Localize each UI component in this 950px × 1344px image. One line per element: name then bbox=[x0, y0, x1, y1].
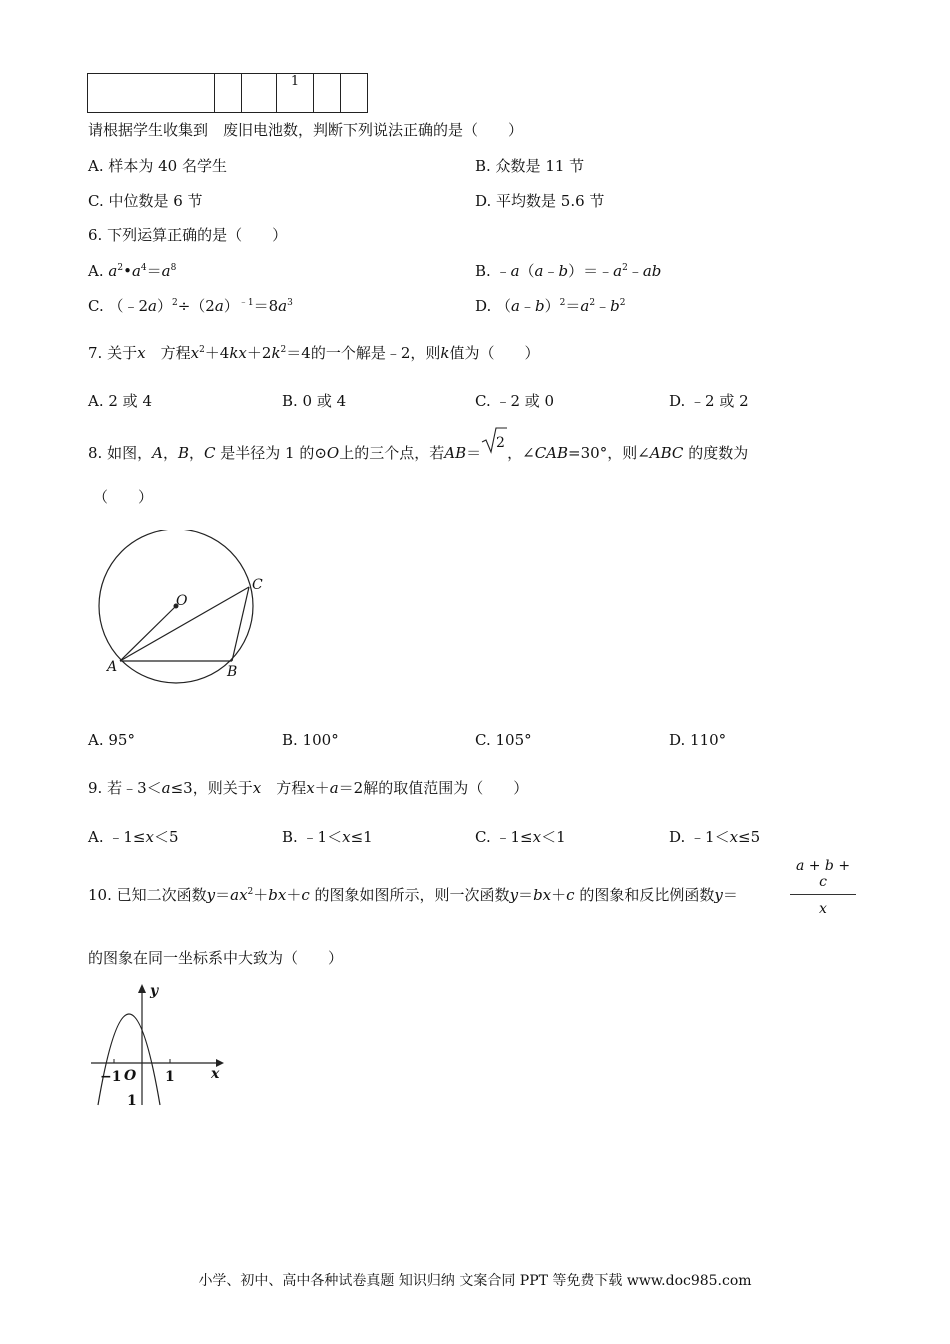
table-cell bbox=[242, 74, 277, 113]
label-neg1: −1 bbox=[100, 1069, 122, 1085]
question-stem-continued: 的图象在同一坐标系中大致为（ ） bbox=[88, 949, 344, 967]
page-footer: 小学、初中、高中各种试卷真题 知识归纳 文案合同 PPT 等免费下载 www.doc985.com bbox=[198, 1273, 752, 1289]
table-cell bbox=[215, 74, 242, 113]
table-cell bbox=[314, 74, 341, 113]
answer-paren: （ ） bbox=[93, 488, 154, 506]
table-cell bbox=[88, 74, 215, 113]
question-stem: 6. 下列运算正确的是（ ） bbox=[88, 226, 288, 244]
option-c: C. ﹣1≤x＜1 bbox=[475, 828, 566, 846]
label-a: A bbox=[107, 659, 118, 675]
question-stem: 8. 如图，A，B，C 是半径为 1 的⊙O上的三个点，若AB＝ 2 ，∠CAB=30°，则∠ABC 的度数为 bbox=[88, 438, 748, 463]
label-c: C bbox=[252, 577, 263, 593]
label-one: 1 bbox=[127, 1093, 137, 1109]
question-stem: 7. 关于x 方程$x^2+4kx+2k^2=4$的一个解是﹣2，则k值为（ ） bbox=[88, 344, 540, 362]
label-o: O bbox=[176, 593, 188, 609]
table-row bbox=[88, 74, 368, 113]
option-d: D. ﹣2 或 2 bbox=[669, 392, 749, 410]
question-intro: 请根据学生收集到 废旧电池数，判断下列说法正确的是（ ） bbox=[88, 121, 524, 139]
option-d: D. 110° bbox=[669, 731, 727, 749]
option-b: B. 0 或 4 bbox=[282, 392, 347, 410]
option-b: B. ﹣1＜x≤1 bbox=[282, 828, 373, 846]
option-c: C. 105° bbox=[475, 731, 532, 749]
question-stem: 9. 若﹣3＜a≤3，则关于x 方程x＋a＝2解的取值范围为（ ） bbox=[88, 779, 529, 797]
option-a: A. 样本为 40 名学生 bbox=[88, 157, 227, 175]
option-a: A. ﹣1≤x＜5 bbox=[88, 828, 179, 846]
option-b: B. 100° bbox=[282, 731, 339, 749]
option-b: B. 众数是 11 节 bbox=[475, 157, 585, 175]
option-c: C. $(﹣2a)^2\div(2a)^{﹣1}=8a^3$ bbox=[88, 297, 293, 315]
sqrt2-symbol bbox=[481, 425, 507, 455]
fraction-numerator: a + b + c bbox=[790, 858, 856, 895]
data-table bbox=[87, 73, 368, 113]
fraction-denominator: x bbox=[819, 901, 827, 917]
label-origin: O bbox=[124, 1068, 137, 1084]
option-b: B. $﹣a(a﹣b)=﹣a^2﹣ab$ bbox=[475, 262, 662, 280]
option-a: A. 2 或 4 bbox=[88, 392, 152, 410]
svg-text:2: 2 bbox=[496, 435, 506, 451]
parabola-curve bbox=[98, 1014, 160, 1105]
option-d: D. ﹣1＜x≤5 bbox=[669, 828, 761, 846]
circle-figure bbox=[90, 530, 280, 690]
label-x: x bbox=[211, 1066, 220, 1082]
option-a: A. 95° bbox=[88, 731, 135, 749]
label-pos1: 1 bbox=[165, 1069, 175, 1085]
option-c: C. ﹣2 或 0 bbox=[475, 392, 555, 410]
question-stem: 10. 已知二次函数$y=ax^2+bx+c$ 的图象如图所示，则一次函数y＝bx＋c 的图象和反比例函数y＝ bbox=[88, 886, 738, 904]
label-b: B bbox=[227, 664, 238, 680]
table-cell bbox=[341, 74, 368, 113]
option-a: A. $a^2•a^4=a^8$ bbox=[88, 262, 177, 280]
segment-bc bbox=[232, 587, 249, 661]
option-c: C. 中位数是 6 节 bbox=[88, 192, 203, 210]
option-d: D. $(a﹣b)^2=a^2﹣b^2$ bbox=[475, 297, 626, 315]
table-cell: 1 bbox=[277, 74, 314, 113]
fraction bbox=[790, 858, 856, 917]
parabola-figure bbox=[88, 980, 233, 1110]
y-axis-arrow bbox=[138, 984, 146, 993]
label-y: y bbox=[150, 983, 159, 999]
option-d: D. 平均数是 5.6 节 bbox=[475, 192, 605, 210]
